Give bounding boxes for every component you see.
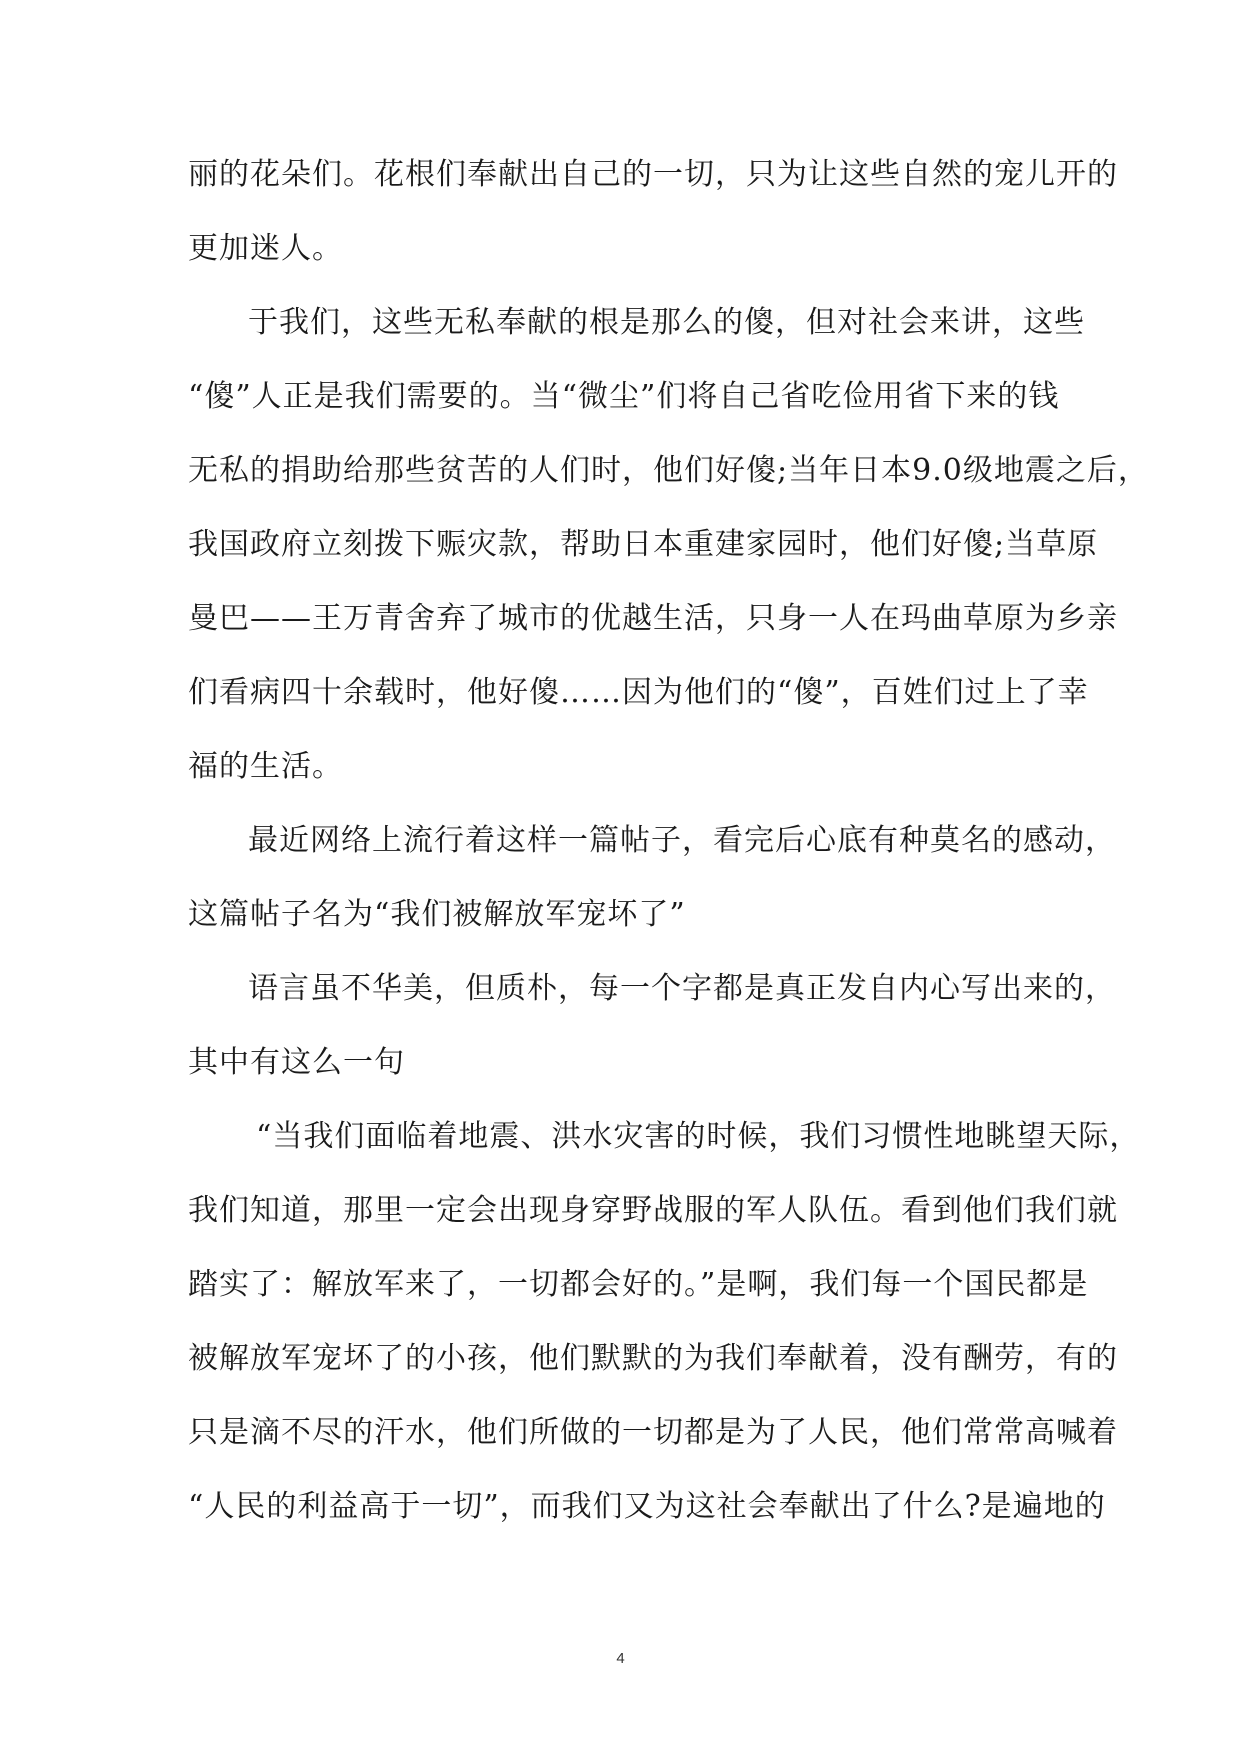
text-line: “人民的利益高于一切”，而我们又为这社会奉献出了什么?是遍地的 xyxy=(188,1489,1106,1524)
text-line: 曼巴——王万青舍弃了城市的优越生活，只身一人在玛曲草原为乡亲 xyxy=(188,601,1118,636)
text-line: 福的生活。 xyxy=(188,749,343,784)
text-line: 我们知道，那里一定会出现身穿野战服的军人队伍。看到他们我们就 xyxy=(188,1193,1118,1228)
text-line: 被解放军宠坏了的小孩，他们默默的为我们奉献着，没有酬劳，有的 xyxy=(188,1341,1118,1376)
text-line: “当我们面临着地震、洪水灾害的时候，我们习惯性地眺望天际， xyxy=(256,1119,1141,1154)
text-line: 语言虽不华美，但质朴，每一个字都是真正发自内心写出来的， xyxy=(248,971,1116,1006)
text-line: 最近网络上流行着这样一篇帖子，看完后心底有种莫名的感动， xyxy=(248,823,1116,858)
text-line: 无私的捐助给那些贫苦的人们时，他们好傻;当年日本9.0级地震之后， xyxy=(188,453,1149,488)
text-line: 我国政府立刻拨下赈灾款，帮助日本重建家园时，他们好傻;当草原 xyxy=(188,527,1099,562)
text-line: 其中有这么一句 xyxy=(188,1045,405,1080)
text-line: 只是滴不尽的汗水，他们所做的一切都是为了人民，他们常常高喊着 xyxy=(188,1415,1118,1450)
body-text xyxy=(188,138,1149,1544)
text-line: 这篇帖子名为“我们被解放军宠坏了” xyxy=(188,897,686,932)
text-line: “傻”人正是我们需要的。当“微尘”们将自己省吃俭用省下来的钱 xyxy=(188,379,1060,414)
text-line: 更加迷人。 xyxy=(188,231,343,266)
page-number: 4 xyxy=(616,1650,625,1667)
text-line: 丽的花朵们。花根们奉献出自己的一切，只为让这些自然的宠儿开的 xyxy=(188,157,1118,192)
text-line: 踏实了：解放军来了，一切都会好的。”是啊，我们每一个国民都是 xyxy=(188,1267,1089,1302)
text-line: 于我们，这些无私奉献的根是那么的傻，但对社会来讲，这些 xyxy=(248,305,1085,340)
text-line: 们看病四十余载时，他好傻……因为他们的“傻”，百姓们过上了幸 xyxy=(188,675,1089,710)
